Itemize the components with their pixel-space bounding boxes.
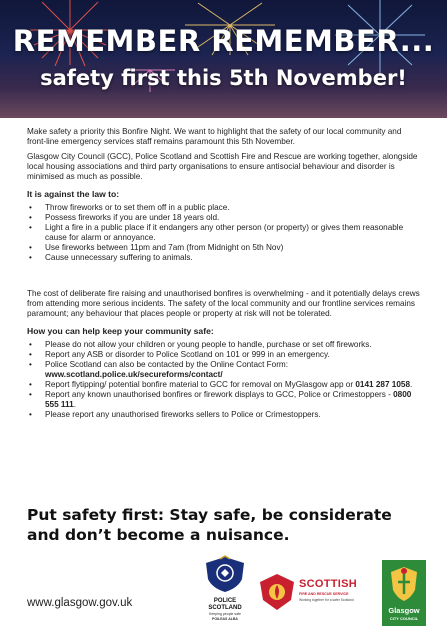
law-list <box>27 203 421 263</box>
glasgow-crest-icon <box>386 564 422 604</box>
bullet-icon: • <box>29 340 32 349</box>
help-list <box>27 340 421 420</box>
list-item: • Throw fireworks or to set them off in a public place. <box>29 203 230 212</box>
list-item: • Police Scotland can also be contacted by the Online Contact Form: www.scotland.police.uk/secureforms/contact/ <box>29 360 289 379</box>
cost-paragraph: The cost of deliberate fire raising and unauthorised bonfires is overwhelming - and it potentially delays crews from attending more serious incidents. The safety of the local community and our frontline services remains paramount; any behaviour that places people or property at risk will not be tolerated. <box>27 289 420 318</box>
page-title: REMEMBER REMEMBER... <box>12 24 435 58</box>
list-item: • Please report any unauthorised fireworks sellers to Police or Crimestoppers. <box>29 410 321 419</box>
list-item: • Possess fireworks if you are under 18 years old. <box>29 213 220 222</box>
bullet-icon: • <box>29 380 32 389</box>
scottish-fire-rescue-logo: SCOTTISH FIRE AND RESCUE SERVICE Working together for a safer Scotland <box>257 572 369 612</box>
list-item: • Report any ASB or disorder to Police Scotland on 101 or 999 in an emergency. <box>29 350 330 359</box>
fireworks-graphic <box>0 0 447 118</box>
law-heading: It is against the law to: <box>27 189 120 199</box>
bullet-icon: • <box>29 410 32 419</box>
glasgow-city-council-logo: Glasgow CITY COUNCIL <box>382 560 426 626</box>
slogan: Put safety first: Stay safe, be considerate and don’t become a nuisance. <box>27 506 392 544</box>
intro-paragraph-1: Make safety a priority this Bonfire Night. We want to highlight that the safety of our local community and front-line emergency services staff remains paramount this 5th November. <box>27 127 402 146</box>
bullet-icon: • <box>29 390 32 399</box>
list-item: • Use fireworks between 11pm and 7am (from Midnight on 5th Nov) <box>29 243 284 252</box>
page-subtitle: safety first this 5th November! <box>40 66 407 90</box>
bullet-icon: • <box>29 243 32 252</box>
list-item: • Please do not allow your children or young people to handle, purchase or set off fireworks. <box>29 340 372 349</box>
list-item: • Light a fire in a public place if it endangers any other person (or property) or gives them reasonable cause for alarm or annoyance. <box>29 223 404 242</box>
bullet-icon: • <box>29 360 32 369</box>
intro-paragraph-2: Glasgow City Council (GCC), Police Scotland and Scottish Fire and Rescue are working together, alongside local housing associations and third party organisations to ensure antisocial behaviour and disorder is minimised as much as possible. <box>27 152 418 181</box>
list-item: • Cause unnecessary suffering to animals. <box>29 253 193 262</box>
website-link[interactable]: www.glasgow.gov.uk <box>27 597 133 609</box>
police-scotland-logo: POLICE SCOTLAND Keeping people safe POILEAS ALBA <box>200 555 250 627</box>
main-content <box>27 127 421 428</box>
bullet-icon: • <box>29 203 32 212</box>
bullet-icon: • <box>29 253 32 262</box>
bullet-icon: • <box>29 350 32 359</box>
fire-service-crest-icon <box>257 572 297 612</box>
bullet-icon: • <box>29 213 32 222</box>
crimestoppers-phone: 0800 555 111 <box>45 390 412 409</box>
gcc-phone: 0141 287 1058 <box>355 380 410 389</box>
contact-form-link[interactable]: www.scotland.police.uk/secureforms/contact/ <box>45 370 223 379</box>
help-heading: How you can help keep your community safe: <box>27 326 214 336</box>
police-crest-icon <box>200 555 250 593</box>
header-banner <box>0 0 447 118</box>
list-item: • Report any known unauthorised bonfires or firework displays to GCC, Police or Crimestoppers - 0800 555 111. <box>29 390 412 409</box>
list-item: • Report flytipping/ potential bonfire material to GCC for removal on MyGlasgow app or 0141 287 1058. <box>29 380 413 389</box>
bullet-icon: • <box>29 223 32 232</box>
